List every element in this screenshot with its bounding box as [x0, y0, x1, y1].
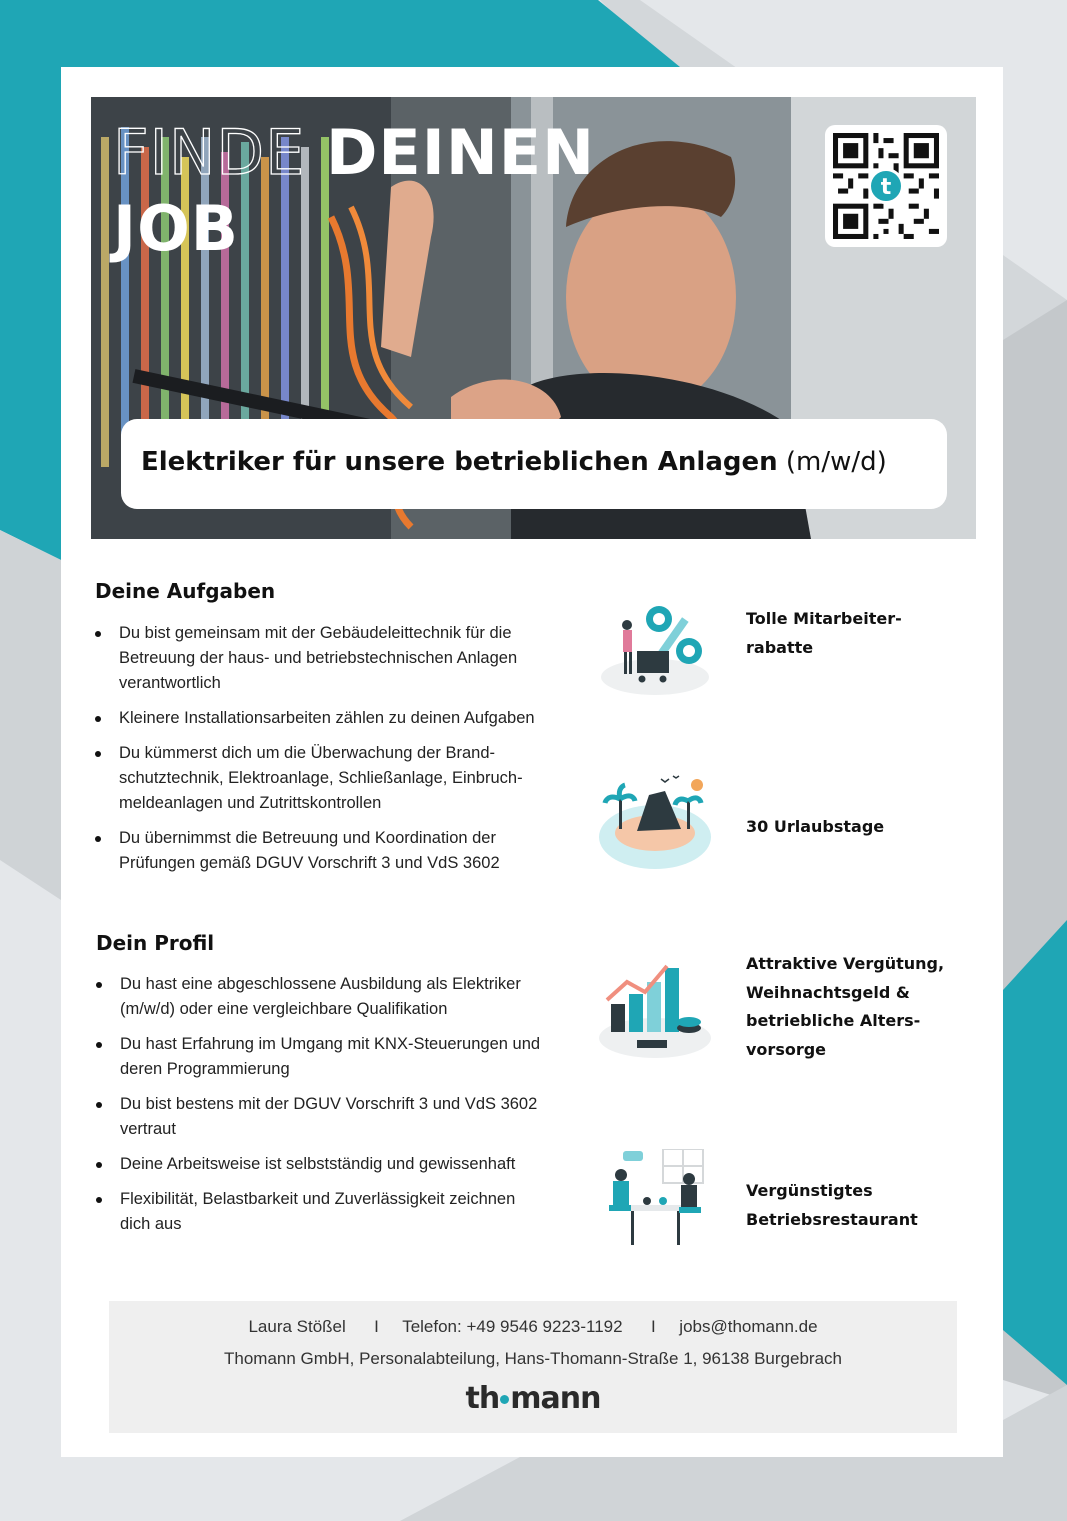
list-item: Du übernimmst die Betreuung und Koordination der Prüfungen gemäß DGUV Vorschrift 3 und VdS 3602 [95, 826, 540, 876]
contact-footer [109, 1301, 957, 1433]
benefit-line: Tolle Mitarbeiter- rabatte [746, 609, 902, 657]
job-flyer [61, 67, 1003, 1457]
list-item: Kleinere Installationsarbeiten zählen zu deinen Aufgaben [95, 706, 540, 731]
logo-dot-icon [500, 1395, 509, 1404]
benefit-text [746, 1177, 976, 1234]
list-item: Flexibilität, Belastbarkeit und Zuverlässigkeit zeichnen dich aus [96, 1187, 541, 1237]
headline-bold: DEINEN [325, 116, 595, 189]
thomann-t-icon: t [868, 168, 904, 204]
list-item: Du bist gemeinsam mit der Gebäudeleittechnik für die Betreuung der haus- und betriebstechnischen Anlagen verantwortlich [95, 621, 540, 696]
email-link[interactable]: jobs@thomann.de [679, 1317, 818, 1336]
logo-part: th [465, 1381, 500, 1416]
restaurant-dining-icon [597, 1149, 713, 1249]
list-item: Deine Arbeitsweise ist selbstständig und gewissenhaft [96, 1152, 541, 1177]
finance-growth-icon [597, 960, 713, 1060]
benefit-line: Vergünstigtes Betriebsrestaurant [746, 1181, 918, 1229]
phone-number[interactable]: Telefon: +49 9546 9223-1192 [402, 1317, 623, 1336]
benefit-text [746, 605, 976, 662]
shopping-discount-icon [597, 599, 713, 699]
job-title-main: Elektriker für unsere betrieblichen Anlagen [141, 447, 778, 477]
profile-list [96, 972, 541, 1247]
contact-name: Laura Stößel [248, 1317, 346, 1336]
list-item: Du bist bestens mit der DGUV Vorschrift 3 und VdS 3602 vertraut [96, 1092, 541, 1142]
qr-code[interactable] [825, 125, 947, 247]
logo-part: mann [510, 1381, 601, 1416]
list-item: Du kümmerst dich um die Überwachung der Brand-schutztechnik, Elektroanlage, Schließanlage, Einbruch-meldeanlagen und Zutrittskontrollen [95, 741, 540, 816]
thomann-logo [109, 1381, 957, 1416]
benefit-line: 30 Urlaubstage [746, 817, 885, 836]
company-address: Thomann GmbH, Personalabteilung, Hans-Thomann-Straße 1, 96138 Burgebrach [223, 1349, 842, 1368]
separator: I [650, 1317, 656, 1336]
island-vacation-icon [597, 773, 713, 873]
separator: I [374, 1317, 379, 1336]
profile-heading: Dein Profil [96, 931, 215, 955]
tasks-list [95, 621, 540, 886]
benefit-text [746, 813, 976, 842]
job-title [141, 447, 887, 477]
job-title-suffix: (m/w/d) [785, 447, 887, 477]
hero-banner [91, 97, 976, 539]
headline [113, 115, 595, 267]
headline-job: JOB [113, 192, 240, 265]
headline-thin: FINDE [113, 116, 306, 189]
job-title-box [121, 419, 947, 509]
benefit-line: Attraktive Vergütung, Weihnachtsgeld & betriebliche Alters- vorsorge [746, 954, 945, 1059]
contact-line [109, 1317, 957, 1337]
list-item: Du hast eine abgeschlossene Ausbildung als Elektriker (m/w/d) oder eine vergleichbare Qualifikation [96, 972, 541, 1022]
benefit-text [746, 950, 976, 1064]
tasks-heading: Deine Aufgaben [95, 579, 276, 603]
list-item: Du hast Erfahrung im Umgang mit KNX-Steuerungen und deren Programmierung [96, 1032, 541, 1082]
